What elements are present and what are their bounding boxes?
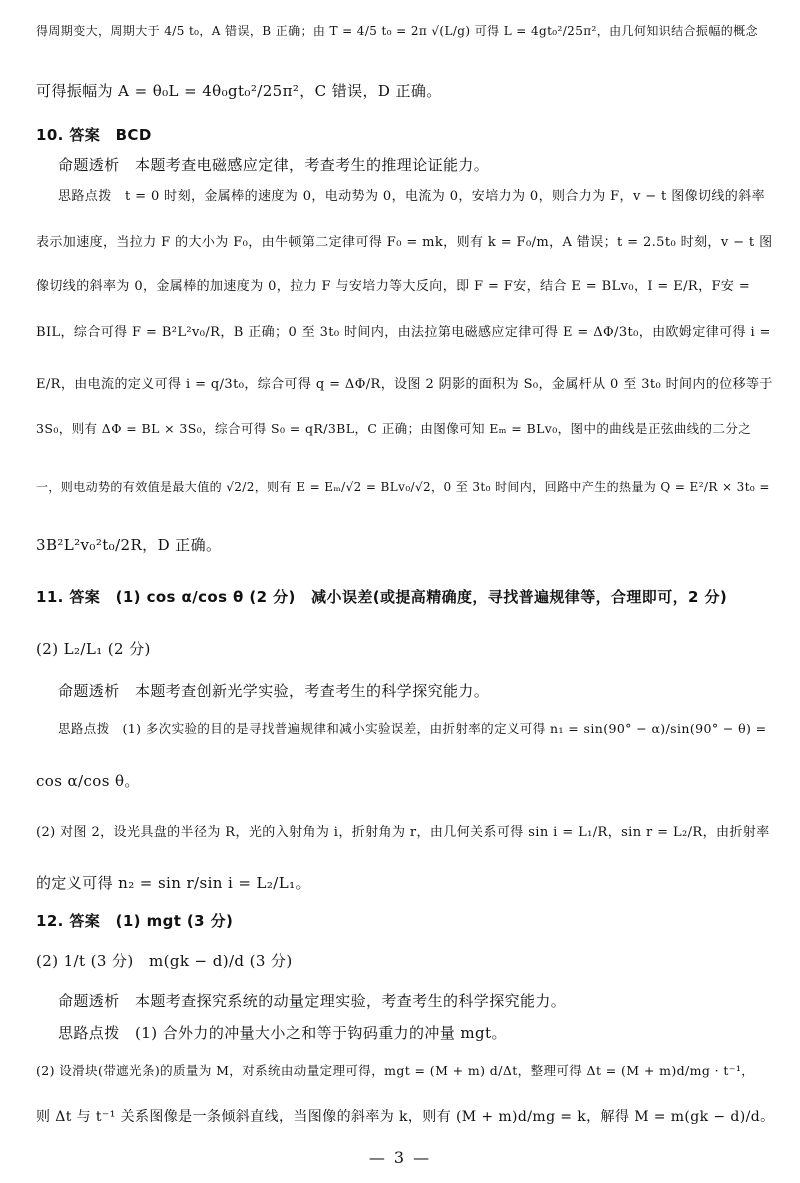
text-line: 表示加速度，当拉力 F 的大小为 F₀，由牛顿第二定律可得 F₀ = mk，则有 k = F₀/m，A 错误；t = 2.5t₀ 时刻，v − t 图 [36,235,773,250]
hint-10: 思路点拨 t = 0 时刻，金属棒的速度为 0，电动势为 0，电流为 0，安培力为 0，则合力为 F，v − t 图像切线的斜率 [58,189,766,204]
text-line: BIL，综合可得 F = B²L²v₀/R，B 正确；0 至 3t₀ 时间内，由法拉第电磁感应定律可得 E = ΔΦ/3t₀，由欧姆定律可得 i = [36,325,771,340]
page-number: — 3 — [368,1148,432,1167]
text-line: 3B²L²v₀²t₀/2R，D 正确。 [36,536,222,554]
hint-11: 思路点拨 (1) 多次实验的目的是寻找普遍规律和减小实验误差，由折射率的定义可得 n₁ = sin(90° − α)/sin(90° − θ) = [58,721,767,736]
analysis-11: 命题透析 本题考查创新光学实验，考查考生的科学探究能力。 [58,682,490,700]
text-line: 的定义可得 n₂ = sin r/sin i = L₂/L₁。 [36,874,311,892]
text-line: 3S₀，则有 ΔΦ = BL × 3S₀，综合可得 S₀ = qR/3BL，C 正确；由图像可知 Eₘ = BLv₀，图中的曲线是正弦曲线的二分之 [36,421,752,436]
text-line: (2) 设滑块(带遮光条)的质量为 M，对系统由动量定理可得，mgt = (M + m) d/Δt，整理可得 Δt = (M + m)d/mg · t⁻¹， [36,1063,755,1078]
hint-12: 思路点拨 (1) 合外力的冲量大小之和等于钩码重力的冲量 mgt。 [58,1024,507,1042]
text-line: E/R，由电流的定义可得 i = q/3t₀，综合可得 q = ΔΦ/R，设图 2 阴影的面积为 S₀，金属杆从 0 至 3t₀ 时间内的位移等于 [36,377,773,392]
text-line: 可得振幅为 A = θ₀L = 4θ₀gt₀²/25π²，C 错误，D 正确。 [36,82,442,100]
answer-11-part2: (2) L₂/L₁ (2 分) [36,640,151,658]
answer-12-part2: (2) 1/t (3 分) m(gk − d)/d (3 分) [36,952,293,970]
answer-12: 12. 答案 (1) mgt (3 分) [36,912,234,930]
text-line: 一，则电动势的有效值是最大值的 √2/2，则有 E = Eₘ/√2 = BLv₀/√2，0 至 3t₀ 时间内，回路中产生的热量为 Q = E²/R × 3t₀ = [36,480,770,494]
text-line: 得周期变大，周期大于 4/5 t₀，A 错误，B 正确；由 T = 4/5 t₀ = 2π √(L/g) 可得 L = 4gt₀²/25π²，由几何知识结合振幅的概念 [36,24,758,38]
text-line: 则 Δt 与 t⁻¹ 关系图像是一条倾斜直线，当图像的斜率为 k，则有 (M + m)d/mg = k，解得 M = m(gk − d)/d。 [36,1109,775,1125]
answer-11: 11. 答案 (1) cos α/cos θ (2 分) 减小误差(或提高精确度，寻找普遍规律等，合理即可，2 分) [36,588,728,606]
answer-10: 10. 答案 BCD [36,126,152,144]
text-line: 像切线的斜率为 0，金属棒的加速度为 0，拉力 F 与安培力等大反向，即 F = F安，结合 E = BLv₀，I = E/R，F安 = [36,279,751,294]
text-line: (2) 对图 2，设光具盘的半径为 R，光的入射角为 i，折射角为 r，由几何关系可得 sin i = L₁/R，sin r = L₂/R，由折射率 [36,825,770,840]
analysis-12: 命题透析 本题考查探究系统的动量定理实验，考查考生的科学探究能力。 [58,992,567,1010]
analysis-10: 命题透析 本题考查电磁感应定律，考查考生的推理论证能力。 [58,156,490,174]
text-line: cos α/cos θ。 [36,772,140,790]
